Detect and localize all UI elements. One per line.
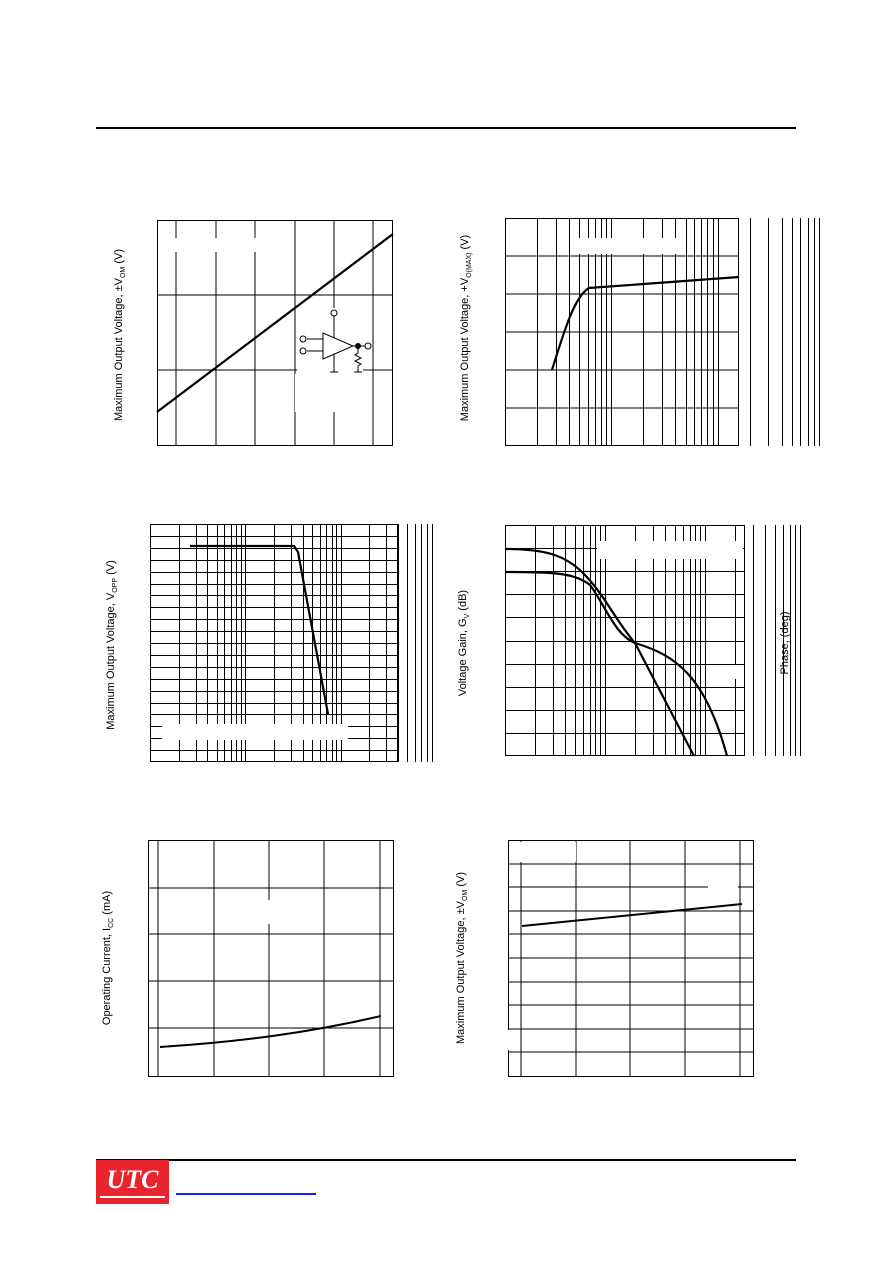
chart6 — [508, 840, 754, 1077]
chart1-circuit-icon — [297, 308, 371, 378]
utc-logo — [96, 1160, 169, 1204]
footer-rule — [96, 1159, 796, 1161]
utc-logo-text: UTC — [106, 1165, 159, 1194]
chart6-y-label: Maximum Output Voltage, $\pm V_{OM}$ (V) — [454, 871, 470, 1045]
chart3-y-label: Maximum Output Voltage, $V_{OPP}$ (V) — [104, 560, 120, 730]
website-link-underline[interactable] — [176, 1193, 316, 1195]
chart2-y-label: Maximum Output Voltage, $+V_{O(MAX)}$ (V) — [458, 234, 474, 422]
chart1-y-label: Maximum Output Voltage, $\pm V_{OM}$ (V) — [112, 248, 128, 422]
chart5-series-line — [160, 1016, 381, 1047]
chart5-y-label: Operating Current, $I_{CC}$ (mA) — [100, 890, 116, 1026]
chart4-y-label: Voltage Gain, $G_V$ (dB) — [456, 589, 472, 697]
chart1 — [157, 220, 393, 446]
chart4 — [505, 525, 745, 756]
chart2 — [505, 218, 739, 446]
chart5 — [148, 840, 394, 1077]
chart3-series-line — [190, 546, 328, 714]
header-rule — [96, 127, 796, 129]
chart4-phase-label: Phase, (deg) — [779, 611, 791, 675]
chart2-series-line — [552, 277, 739, 370]
chart3 — [150, 524, 398, 762]
chart6-series-line — [522, 904, 742, 926]
